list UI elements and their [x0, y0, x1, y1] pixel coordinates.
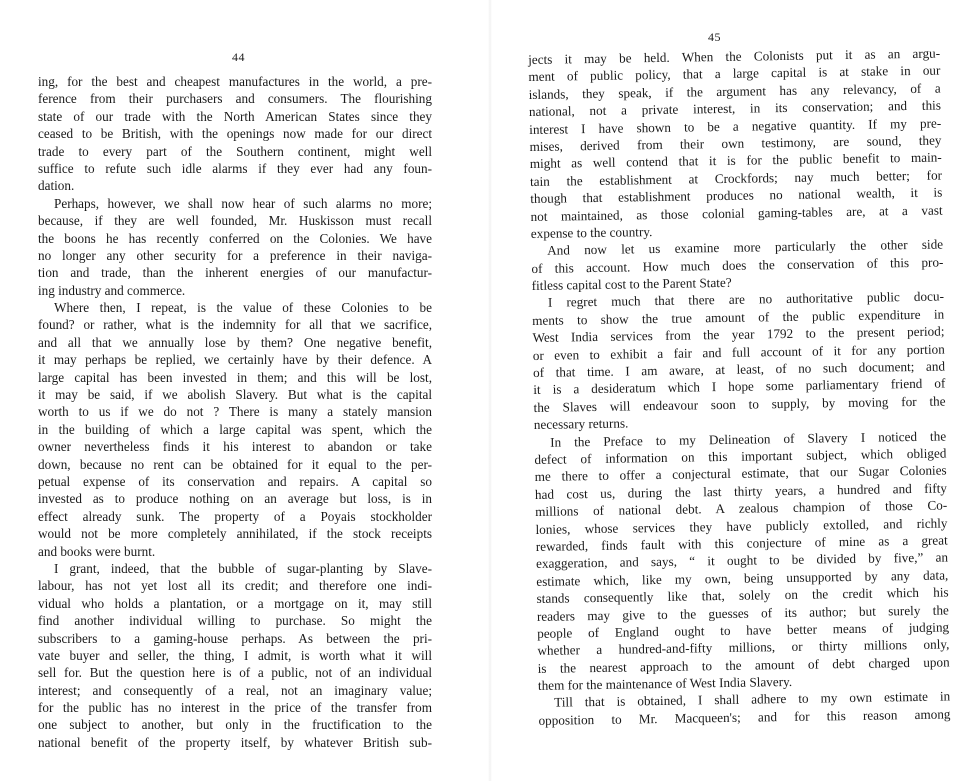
text-line: had cost us, during the last thirty years, a hundred and fifty	[534, 480, 948, 502]
text-line: national benefit of the property itself, by whatever British sub-	[38, 734, 432, 750]
text-line: it may perhaps be replied, we certainly have by their defence. A	[38, 352, 432, 368]
text-line: necessary returns.	[533, 415, 629, 433]
text-line: me there to offer a conjectural estimate, that our Sugar Colonies	[534, 462, 947, 485]
text-line: invested as to produce nothing on an average but loss, is in	[38, 491, 432, 507]
text-line: jects it may be held. When the Colonists put it as an argu-	[528, 45, 941, 67]
text-line: rewarded, finds fault with this conjecture of mine as a great	[535, 532, 948, 554]
text-line: ments to show the true amount of the public expenditure in	[532, 306, 945, 328]
text-line: down, because no rent can be obtained for it equal to the per-	[38, 456, 432, 472]
text-line: no longer any other security for a preference in their naviga-	[38, 247, 432, 263]
text-line: of this account. How much does the conservation of this pro-	[531, 254, 944, 276]
text-line: tain the establishment at Crockfords; nay much better; for	[529, 167, 943, 189]
text-line: find another individual willing to purchase. So might the	[38, 613, 432, 629]
text-line: or even to exhibit a fair and full account of it for any portion	[532, 341, 945, 363]
text-line: lonies, whose services they have publicly extolled, and richly	[535, 515, 948, 537]
text-line: vate buyer and seller, the thing, I admit, is worth what it will	[38, 647, 432, 663]
text-line: sell for. But the question here is of a public, not of an individual	[38, 665, 432, 681]
text-line: and all that we annually lose by them? One negative benefit,	[38, 334, 432, 350]
text-line: suffice to refute such idle alarms if they ever had any foun-	[38, 160, 432, 176]
text-line: labour, has not yet lost all its credit; and therefore one indi-	[38, 578, 432, 594]
text-line: interest I have shown to be a negative quantity. If my pre-	[529, 115, 942, 137]
text-line: large capital has been invested in them; and this will be lost,	[38, 369, 432, 385]
text-line: found? or rather, what is the indemnity for all that we sacrifice,	[38, 317, 432, 333]
text-line: interest; and consequently of a real, not an imaginary value;	[38, 682, 432, 698]
text-line: mises, derived from their own testimony, are sound, they	[529, 132, 942, 154]
text-line: West India services from the year 1792 to the present period;	[532, 323, 945, 346]
text-line: effect already sunk. The property of a Poyais stockholder	[38, 508, 432, 524]
text-line: ing industry and commerce.	[38, 282, 186, 298]
text-line: millions of national debt. A zealous champion of those Co-	[535, 497, 948, 520]
text-line: defect of information on this important subject, which obliged	[534, 445, 947, 467]
text-line: the Slaves will endeavour soon to supply, by moving for the	[533, 393, 946, 415]
text-line: worth to us if we do not ? There is many a stately mansion	[38, 404, 432, 420]
right-page	[490, 0, 980, 781]
text-line: the boons he has recently conferred on the Colonies. We have	[38, 230, 432, 246]
text-line: I regret much that there are no authoritative public docu-	[547, 288, 945, 311]
text-line: dation.	[38, 178, 75, 194]
text-line: national, not a private interest, in its conservation; and this	[528, 97, 942, 120]
text-line: Where then, I repeat, is the value of these Colonies to be	[54, 300, 432, 316]
page-number: 45	[708, 30, 721, 44]
text-line: in the building of which a large capital was spent, which the	[38, 421, 432, 437]
text-line: though that establishment produces no national wealth, it is	[530, 184, 943, 207]
text-line: ceased to be British, with the openings now made for our direct	[38, 126, 432, 142]
text-line: exaggeration, and says, “ it ought to be divided by five,” an	[535, 549, 949, 572]
text-line: is the nearest approach to the amount of debt charged upon	[537, 654, 950, 676]
text-line: for the public has no interest in the price of the transfer from	[38, 700, 432, 716]
text-line: tion and trade, than the inherent energies of our manufactur-	[38, 265, 432, 281]
text-line: stands consequently like that, solely on the credit which his	[536, 584, 949, 607]
text-line: and books were burnt.	[38, 543, 156, 559]
right-page-text	[528, 45, 951, 730]
page-number: 44	[232, 50, 245, 64]
text-line: whether a hundred-and-fifty millions, or thirty millions only,	[537, 636, 950, 659]
text-line: because, if they are well founded, Mr. Huskisson must recall	[38, 213, 432, 229]
text-line: fitless capital cost to the Parent State?	[531, 274, 732, 294]
text-line: would not be more completely annihilated, if the stock receipts	[38, 526, 432, 542]
text-line: I grant, indeed, that the bubble of sugar-planting by Slave-	[54, 560, 432, 576]
text-line: of that time. I am aware, at least, of no such document; and	[532, 358, 946, 380]
text-line: In the Preface to my Delineation of Slavery I noticed the	[550, 428, 947, 450]
text-line: ment of public policy, that a large capital is at stake in our	[528, 62, 941, 85]
text-line: ference from their purchasers and consumers. The flourishing	[38, 91, 432, 107]
text-line: vidual who holds a plantation, or a mortgage on it, may still	[38, 595, 432, 611]
text-line: subscribers to a gaming-house perhaps. As between the pri-	[38, 630, 432, 646]
text-line: might as well contend that it is for the public benefit to main-	[529, 149, 942, 172]
text-line: readers may give to the guesses of its author; but surely the	[536, 601, 949, 624]
text-line: Till that is obtained, I shall adhere to my own estimate in	[554, 688, 951, 711]
text-line: expense to the country.	[530, 223, 653, 241]
text-line: it is a desideratum which I hope some parliamentary friend of	[533, 375, 946, 398]
text-line: state of our trade with the North American States since they	[38, 108, 432, 124]
text-line: estimate which, like my own, being unsupported by any data,	[536, 567, 949, 589]
text-line: not maintained, as those colonial gaming-tables are, at a vast	[530, 202, 943, 224]
text-line: opposition to Mr. Macqueen's; and for this reason among	[538, 706, 951, 728]
text-line: islands, they speak, if the argument has any relevancy, of a	[528, 80, 941, 102]
text-line: one subject to another, but only in the fructification to the	[38, 717, 432, 733]
text-line: Perhaps, however, we shall now hear of such alarms no more;	[54, 195, 432, 211]
text-line: petual expense of its conservation and repairs. A capital so	[38, 473, 432, 489]
text-line: them for the maintenance of West India Slavery.	[537, 673, 793, 693]
text-line: ing, for the best and cheapest manufactures in the world, a pre-	[38, 74, 432, 89]
left-page-text	[38, 73, 432, 751]
text-line: it may be said, if we abolish Slavery. But what is the capital	[38, 387, 432, 403]
text-line: And now let us examine more particularly the other side	[547, 236, 944, 259]
text-line: owner nevertheless finds it his interest to abandon or take	[38, 439, 432, 455]
text-line: people of England ought to have better means of judging	[537, 619, 950, 641]
text-line: trade to every part of the Southern continent, might well	[38, 143, 432, 159]
